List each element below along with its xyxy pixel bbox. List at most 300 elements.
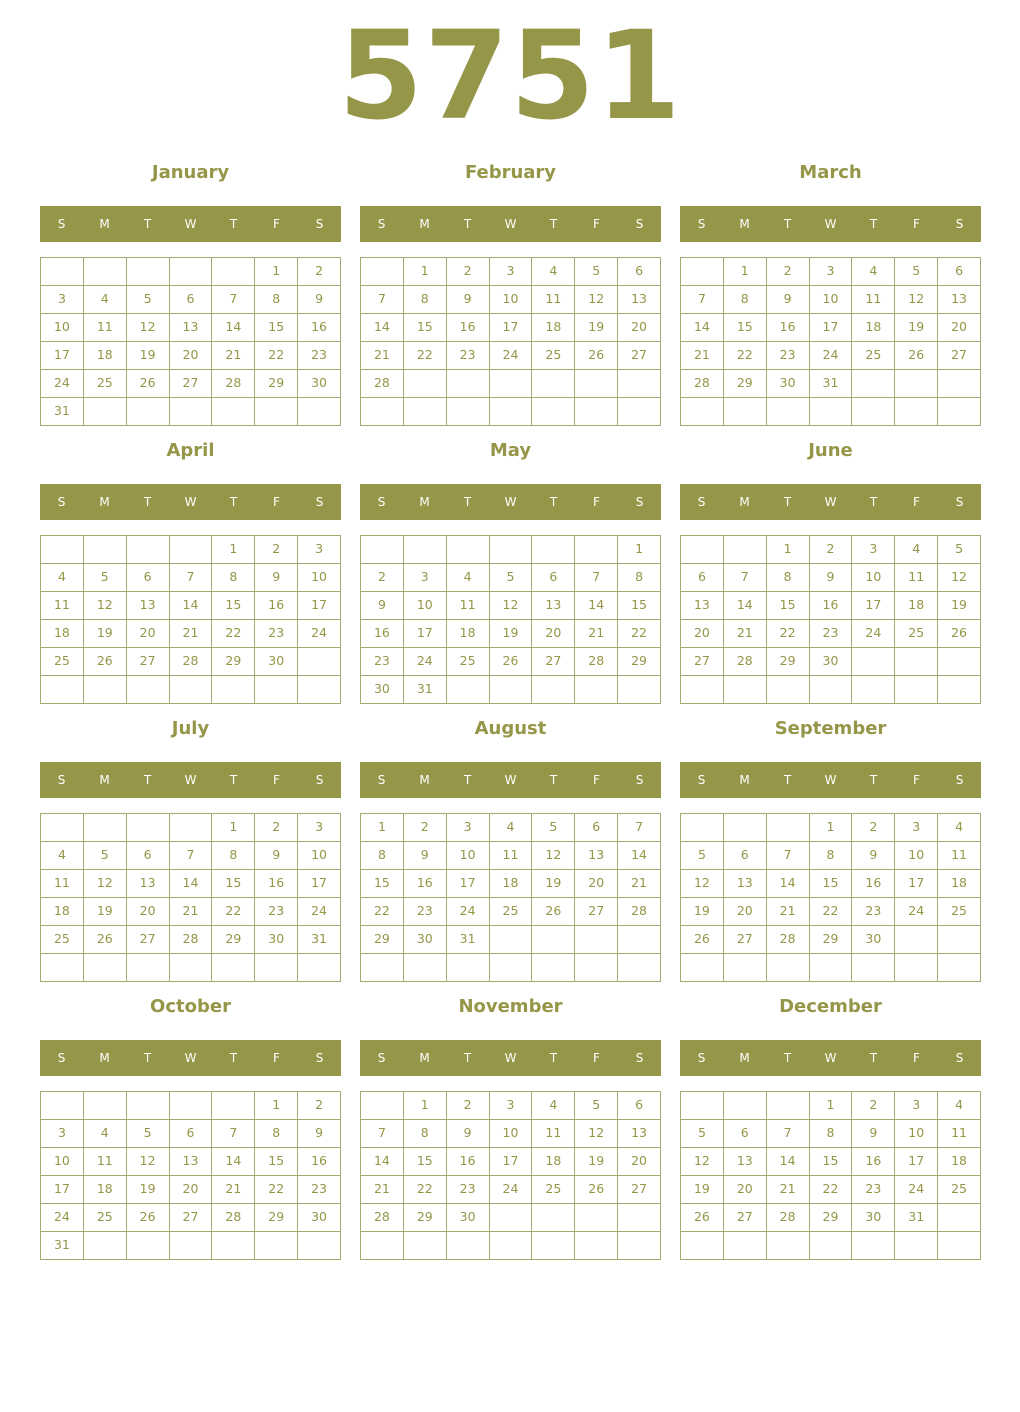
empty-day-cell bbox=[767, 814, 810, 842]
month-name: August bbox=[474, 718, 547, 739]
day-cell: 15 bbox=[404, 1148, 447, 1176]
day-cell: 4 bbox=[447, 564, 490, 592]
empty-day-cell bbox=[170, 258, 213, 286]
empty-day-cell bbox=[681, 398, 724, 426]
empty-day-cell bbox=[170, 536, 213, 564]
weekday-label: S bbox=[697, 217, 706, 231]
day-cell: 29 bbox=[618, 648, 661, 676]
day-cell: 1 bbox=[404, 1092, 447, 1120]
day-cell: 9 bbox=[447, 1120, 490, 1148]
day-cell: 3 bbox=[852, 536, 895, 564]
weekday-label: T bbox=[463, 217, 472, 231]
empty-day-cell bbox=[170, 398, 213, 426]
day-cell: 13 bbox=[938, 286, 981, 314]
day-cell: 7 bbox=[724, 564, 767, 592]
day-cell: 10 bbox=[41, 1148, 84, 1176]
day-cell: 26 bbox=[127, 370, 170, 398]
empty-day-cell bbox=[681, 1092, 724, 1120]
day-cell: 13 bbox=[170, 1148, 213, 1176]
day-cell: 20 bbox=[170, 342, 213, 370]
day-cell: 26 bbox=[575, 1176, 618, 1204]
day-cell: 6 bbox=[532, 564, 575, 592]
day-cell: 18 bbox=[490, 870, 533, 898]
weekday-label: S bbox=[315, 1051, 324, 1065]
day-cell: 18 bbox=[447, 620, 490, 648]
day-cell: 13 bbox=[127, 592, 170, 620]
weekday-label: M bbox=[419, 217, 430, 231]
empty-day-cell bbox=[490, 926, 533, 954]
day-cell: 14 bbox=[767, 870, 810, 898]
day-cell: 29 bbox=[767, 648, 810, 676]
day-cell: 2 bbox=[447, 258, 490, 286]
day-cell: 20 bbox=[681, 620, 724, 648]
day-cell: 21 bbox=[361, 1176, 404, 1204]
empty-day-cell bbox=[84, 1232, 127, 1260]
empty-day-cell bbox=[170, 676, 213, 704]
day-cell: 30 bbox=[298, 1204, 341, 1232]
day-cell: 3 bbox=[895, 1092, 938, 1120]
day-cell: 18 bbox=[532, 314, 575, 342]
empty-day-cell bbox=[84, 676, 127, 704]
day-cell: 8 bbox=[618, 564, 661, 592]
day-cell: 16 bbox=[447, 1148, 490, 1176]
day-cell: 29 bbox=[255, 370, 298, 398]
day-cell: 4 bbox=[532, 258, 575, 286]
empty-day-cell bbox=[298, 676, 341, 704]
empty-day-cell bbox=[724, 536, 767, 564]
empty-day-cell bbox=[852, 370, 895, 398]
day-cell: 3 bbox=[404, 564, 447, 592]
day-cell: 14 bbox=[575, 592, 618, 620]
day-cell: 18 bbox=[84, 342, 127, 370]
day-cell: 16 bbox=[404, 870, 447, 898]
empty-day-cell bbox=[938, 926, 981, 954]
weekday-label: S bbox=[315, 217, 324, 231]
empty-day-cell bbox=[532, 1204, 575, 1232]
weekday-header bbox=[40, 206, 341, 242]
day-cell: 21 bbox=[618, 870, 661, 898]
day-cell: 7 bbox=[212, 1120, 255, 1148]
weekday-label: W bbox=[824, 495, 837, 509]
empty-day-cell bbox=[127, 1092, 170, 1120]
empty-day-cell bbox=[852, 676, 895, 704]
day-cell: 7 bbox=[767, 1120, 810, 1148]
day-cell: 31 bbox=[41, 398, 84, 426]
day-cell: 24 bbox=[810, 342, 853, 370]
weekday-label: T bbox=[783, 495, 792, 509]
day-cell: 5 bbox=[938, 536, 981, 564]
day-cell: 17 bbox=[298, 592, 341, 620]
day-cell: 2 bbox=[255, 814, 298, 842]
empty-day-cell bbox=[852, 648, 895, 676]
empty-day-cell bbox=[127, 1232, 170, 1260]
day-cell: 13 bbox=[575, 842, 618, 870]
empty-day-cell bbox=[938, 370, 981, 398]
day-cell: 21 bbox=[724, 620, 767, 648]
day-cell: 23 bbox=[361, 648, 404, 676]
weekday-header bbox=[680, 484, 981, 520]
day-cell: 9 bbox=[852, 842, 895, 870]
day-cell: 18 bbox=[41, 620, 84, 648]
day-grid bbox=[680, 1091, 981, 1260]
weekday-header bbox=[680, 762, 981, 798]
empty-day-cell bbox=[84, 954, 127, 982]
weekday-label: T bbox=[549, 773, 558, 787]
day-cell: 22 bbox=[212, 620, 255, 648]
day-cell: 25 bbox=[41, 926, 84, 954]
empty-day-cell bbox=[298, 954, 341, 982]
day-cell: 14 bbox=[681, 314, 724, 342]
empty-day-cell bbox=[532, 1232, 575, 1260]
empty-day-cell bbox=[767, 676, 810, 704]
day-cell: 7 bbox=[618, 814, 661, 842]
day-cell: 2 bbox=[852, 1092, 895, 1120]
empty-day-cell bbox=[41, 536, 84, 564]
day-cell: 13 bbox=[618, 1120, 661, 1148]
empty-day-cell bbox=[532, 536, 575, 564]
day-cell: 22 bbox=[361, 898, 404, 926]
empty-day-cell bbox=[127, 954, 170, 982]
day-cell: 23 bbox=[404, 898, 447, 926]
day-cell: 12 bbox=[681, 870, 724, 898]
empty-day-cell bbox=[404, 398, 447, 426]
day-cell: 11 bbox=[938, 842, 981, 870]
empty-day-cell bbox=[724, 398, 767, 426]
day-cell: 30 bbox=[852, 1204, 895, 1232]
empty-day-cell bbox=[938, 398, 981, 426]
day-grid bbox=[360, 257, 661, 426]
day-grid bbox=[40, 535, 341, 704]
day-cell: 29 bbox=[361, 926, 404, 954]
day-cell: 6 bbox=[618, 1092, 661, 1120]
empty-day-cell bbox=[361, 1092, 404, 1120]
day-cell: 22 bbox=[255, 1176, 298, 1204]
day-cell: 9 bbox=[361, 592, 404, 620]
day-cell: 15 bbox=[361, 870, 404, 898]
month-name: January bbox=[151, 162, 230, 183]
day-cell: 22 bbox=[212, 898, 255, 926]
day-cell: 30 bbox=[404, 926, 447, 954]
day-cell: 12 bbox=[575, 1120, 618, 1148]
day-cell: 3 bbox=[810, 258, 853, 286]
day-cell: 10 bbox=[810, 286, 853, 314]
day-grid bbox=[680, 535, 981, 704]
day-cell: 10 bbox=[490, 286, 533, 314]
day-cell: 1 bbox=[255, 1092, 298, 1120]
day-cell: 27 bbox=[532, 648, 575, 676]
day-cell: 24 bbox=[895, 898, 938, 926]
day-cell: 25 bbox=[852, 342, 895, 370]
day-cell: 8 bbox=[212, 842, 255, 870]
empty-day-cell bbox=[895, 926, 938, 954]
day-cell: 25 bbox=[84, 1204, 127, 1232]
day-cell: 28 bbox=[170, 648, 213, 676]
empty-day-cell bbox=[575, 926, 618, 954]
weekday-label: T bbox=[143, 495, 152, 509]
empty-day-cell bbox=[84, 258, 127, 286]
day-cell: 30 bbox=[767, 370, 810, 398]
day-cell: 28 bbox=[575, 648, 618, 676]
weekday-label: T bbox=[549, 217, 558, 231]
day-cell: 8 bbox=[255, 286, 298, 314]
empty-day-cell bbox=[41, 814, 84, 842]
day-cell: 11 bbox=[532, 286, 575, 314]
weekday-label: M bbox=[739, 217, 750, 231]
day-cell: 7 bbox=[575, 564, 618, 592]
empty-day-cell bbox=[298, 648, 341, 676]
day-cell: 1 bbox=[212, 814, 255, 842]
weekday-label: M bbox=[419, 495, 430, 509]
day-cell: 30 bbox=[361, 676, 404, 704]
empty-day-cell bbox=[127, 258, 170, 286]
empty-day-cell bbox=[938, 1232, 981, 1260]
empty-day-cell bbox=[361, 1232, 404, 1260]
day-cell: 14 bbox=[361, 1148, 404, 1176]
weekday-label: M bbox=[739, 1051, 750, 1065]
empty-day-cell bbox=[255, 1232, 298, 1260]
day-cell: 19 bbox=[681, 898, 724, 926]
weekday-label: M bbox=[99, 217, 110, 231]
empty-day-cell bbox=[852, 954, 895, 982]
weekday-header bbox=[360, 1040, 661, 1076]
day-cell: 24 bbox=[490, 1176, 533, 1204]
empty-day-cell bbox=[681, 258, 724, 286]
day-cell: 11 bbox=[41, 870, 84, 898]
day-cell: 20 bbox=[127, 898, 170, 926]
day-cell: 21 bbox=[361, 342, 404, 370]
weekday-label: W bbox=[504, 773, 517, 787]
day-cell: 31 bbox=[895, 1204, 938, 1232]
day-cell: 12 bbox=[84, 592, 127, 620]
day-cell: 6 bbox=[127, 842, 170, 870]
day-cell: 12 bbox=[895, 286, 938, 314]
day-cell: 26 bbox=[490, 648, 533, 676]
day-cell: 24 bbox=[41, 370, 84, 398]
day-cell: 9 bbox=[404, 842, 447, 870]
weekday-label: S bbox=[955, 773, 964, 787]
empty-day-cell bbox=[575, 536, 618, 564]
day-cell: 8 bbox=[212, 564, 255, 592]
day-cell: 17 bbox=[298, 870, 341, 898]
day-cell: 17 bbox=[895, 1148, 938, 1176]
day-cell: 15 bbox=[724, 314, 767, 342]
day-cell: 10 bbox=[895, 842, 938, 870]
day-cell: 21 bbox=[212, 342, 255, 370]
day-cell: 26 bbox=[895, 342, 938, 370]
day-cell: 1 bbox=[724, 258, 767, 286]
empty-day-cell bbox=[84, 814, 127, 842]
day-grid bbox=[40, 813, 341, 982]
day-cell: 23 bbox=[447, 342, 490, 370]
day-cell: 22 bbox=[618, 620, 661, 648]
weekday-label: S bbox=[635, 217, 644, 231]
month-name: February bbox=[464, 162, 557, 183]
weekday-label: M bbox=[739, 495, 750, 509]
day-cell: 25 bbox=[532, 1176, 575, 1204]
day-cell: 30 bbox=[255, 648, 298, 676]
day-cell: 26 bbox=[532, 898, 575, 926]
empty-day-cell bbox=[895, 676, 938, 704]
month-name: December bbox=[779, 996, 882, 1017]
empty-day-cell bbox=[298, 398, 341, 426]
empty-day-cell bbox=[575, 398, 618, 426]
day-cell: 6 bbox=[724, 1120, 767, 1148]
day-cell: 8 bbox=[810, 1120, 853, 1148]
empty-day-cell bbox=[810, 954, 853, 982]
weekday-label: T bbox=[869, 773, 878, 787]
day-cell: 16 bbox=[810, 592, 853, 620]
day-cell: 13 bbox=[724, 1148, 767, 1176]
day-cell: 4 bbox=[84, 1120, 127, 1148]
weekday-label: T bbox=[463, 773, 472, 787]
empty-day-cell bbox=[681, 954, 724, 982]
day-cell: 6 bbox=[681, 564, 724, 592]
weekday-label: M bbox=[419, 773, 430, 787]
day-cell: 12 bbox=[127, 1148, 170, 1176]
day-cell: 6 bbox=[724, 842, 767, 870]
day-cell: 14 bbox=[170, 870, 213, 898]
empty-day-cell bbox=[212, 676, 255, 704]
day-cell: 24 bbox=[298, 898, 341, 926]
day-cell: 20 bbox=[618, 314, 661, 342]
day-cell: 10 bbox=[41, 314, 84, 342]
day-cell: 4 bbox=[895, 536, 938, 564]
weekday-label: M bbox=[99, 773, 110, 787]
empty-day-cell bbox=[810, 1232, 853, 1260]
day-cell: 5 bbox=[84, 842, 127, 870]
day-cell: 3 bbox=[490, 258, 533, 286]
day-cell: 15 bbox=[255, 1148, 298, 1176]
day-cell: 6 bbox=[170, 286, 213, 314]
day-cell: 1 bbox=[255, 258, 298, 286]
empty-day-cell bbox=[212, 954, 255, 982]
empty-day-cell bbox=[255, 398, 298, 426]
day-cell: 13 bbox=[532, 592, 575, 620]
day-cell: 29 bbox=[212, 926, 255, 954]
day-cell: 6 bbox=[938, 258, 981, 286]
day-cell: 28 bbox=[212, 1204, 255, 1232]
weekday-label: T bbox=[869, 1051, 878, 1065]
day-cell: 22 bbox=[810, 898, 853, 926]
day-cell: 3 bbox=[41, 286, 84, 314]
day-cell: 27 bbox=[575, 898, 618, 926]
day-cell: 5 bbox=[127, 286, 170, 314]
day-cell: 27 bbox=[170, 370, 213, 398]
weekday-label: T bbox=[229, 217, 238, 231]
empty-day-cell bbox=[532, 370, 575, 398]
day-cell: 11 bbox=[447, 592, 490, 620]
weekday-label: S bbox=[57, 495, 66, 509]
day-cell: 10 bbox=[404, 592, 447, 620]
day-cell: 22 bbox=[404, 1176, 447, 1204]
empty-day-cell bbox=[41, 1092, 84, 1120]
day-cell: 11 bbox=[532, 1120, 575, 1148]
empty-day-cell bbox=[41, 954, 84, 982]
empty-day-cell bbox=[938, 1204, 981, 1232]
day-cell: 15 bbox=[810, 870, 853, 898]
day-cell: 2 bbox=[404, 814, 447, 842]
day-cell: 10 bbox=[447, 842, 490, 870]
weekday-header bbox=[680, 1040, 981, 1076]
day-grid bbox=[360, 1091, 661, 1260]
day-cell: 19 bbox=[84, 898, 127, 926]
weekday-header bbox=[40, 1040, 341, 1076]
day-cell: 5 bbox=[532, 814, 575, 842]
day-cell: 5 bbox=[681, 842, 724, 870]
day-cell: 12 bbox=[127, 314, 170, 342]
day-cell: 3 bbox=[447, 814, 490, 842]
day-cell: 28 bbox=[170, 926, 213, 954]
day-cell: 25 bbox=[490, 898, 533, 926]
empty-day-cell bbox=[170, 814, 213, 842]
weekday-label: S bbox=[57, 217, 66, 231]
day-cell: 18 bbox=[895, 592, 938, 620]
empty-day-cell bbox=[724, 954, 767, 982]
day-cell: 27 bbox=[724, 1204, 767, 1232]
day-cell: 17 bbox=[41, 1176, 84, 1204]
weekday-label: T bbox=[869, 217, 878, 231]
weekday-label: S bbox=[377, 495, 386, 509]
empty-day-cell bbox=[490, 536, 533, 564]
day-cell: 17 bbox=[895, 870, 938, 898]
weekday-label: W bbox=[184, 1051, 197, 1065]
empty-day-cell bbox=[618, 398, 661, 426]
day-cell: 15 bbox=[255, 314, 298, 342]
day-cell: 29 bbox=[255, 1204, 298, 1232]
day-cell: 23 bbox=[852, 898, 895, 926]
weekday-label: F bbox=[593, 495, 600, 509]
weekday-header bbox=[40, 484, 341, 520]
day-cell: 2 bbox=[852, 814, 895, 842]
empty-day-cell bbox=[404, 536, 447, 564]
weekday-label: T bbox=[229, 773, 238, 787]
day-cell: 13 bbox=[127, 870, 170, 898]
empty-day-cell bbox=[618, 1204, 661, 1232]
day-cell: 20 bbox=[127, 620, 170, 648]
weekday-label: F bbox=[273, 1051, 280, 1065]
weekday-label: S bbox=[377, 773, 386, 787]
month-name: March bbox=[799, 162, 862, 183]
weekday-label: T bbox=[229, 495, 238, 509]
day-cell: 31 bbox=[447, 926, 490, 954]
day-cell: 28 bbox=[361, 1204, 404, 1232]
weekday-label: W bbox=[184, 217, 197, 231]
day-cell: 3 bbox=[298, 536, 341, 564]
day-cell: 7 bbox=[212, 286, 255, 314]
day-cell: 23 bbox=[298, 342, 341, 370]
empty-day-cell bbox=[490, 954, 533, 982]
day-cell: 19 bbox=[84, 620, 127, 648]
day-cell: 30 bbox=[298, 370, 341, 398]
weekday-label: W bbox=[504, 495, 517, 509]
day-cell: 27 bbox=[938, 342, 981, 370]
day-cell: 14 bbox=[618, 842, 661, 870]
weekday-label: T bbox=[229, 1051, 238, 1065]
day-cell: 29 bbox=[810, 926, 853, 954]
day-cell: 16 bbox=[852, 870, 895, 898]
empty-day-cell bbox=[681, 814, 724, 842]
day-cell: 6 bbox=[170, 1120, 213, 1148]
empty-day-cell bbox=[361, 536, 404, 564]
day-cell: 20 bbox=[618, 1148, 661, 1176]
weekday-label: M bbox=[99, 1051, 110, 1065]
day-cell: 18 bbox=[852, 314, 895, 342]
day-cell: 21 bbox=[767, 1176, 810, 1204]
day-cell: 20 bbox=[170, 1176, 213, 1204]
day-cell: 25 bbox=[938, 1176, 981, 1204]
day-cell: 2 bbox=[298, 1092, 341, 1120]
day-cell: 18 bbox=[532, 1148, 575, 1176]
